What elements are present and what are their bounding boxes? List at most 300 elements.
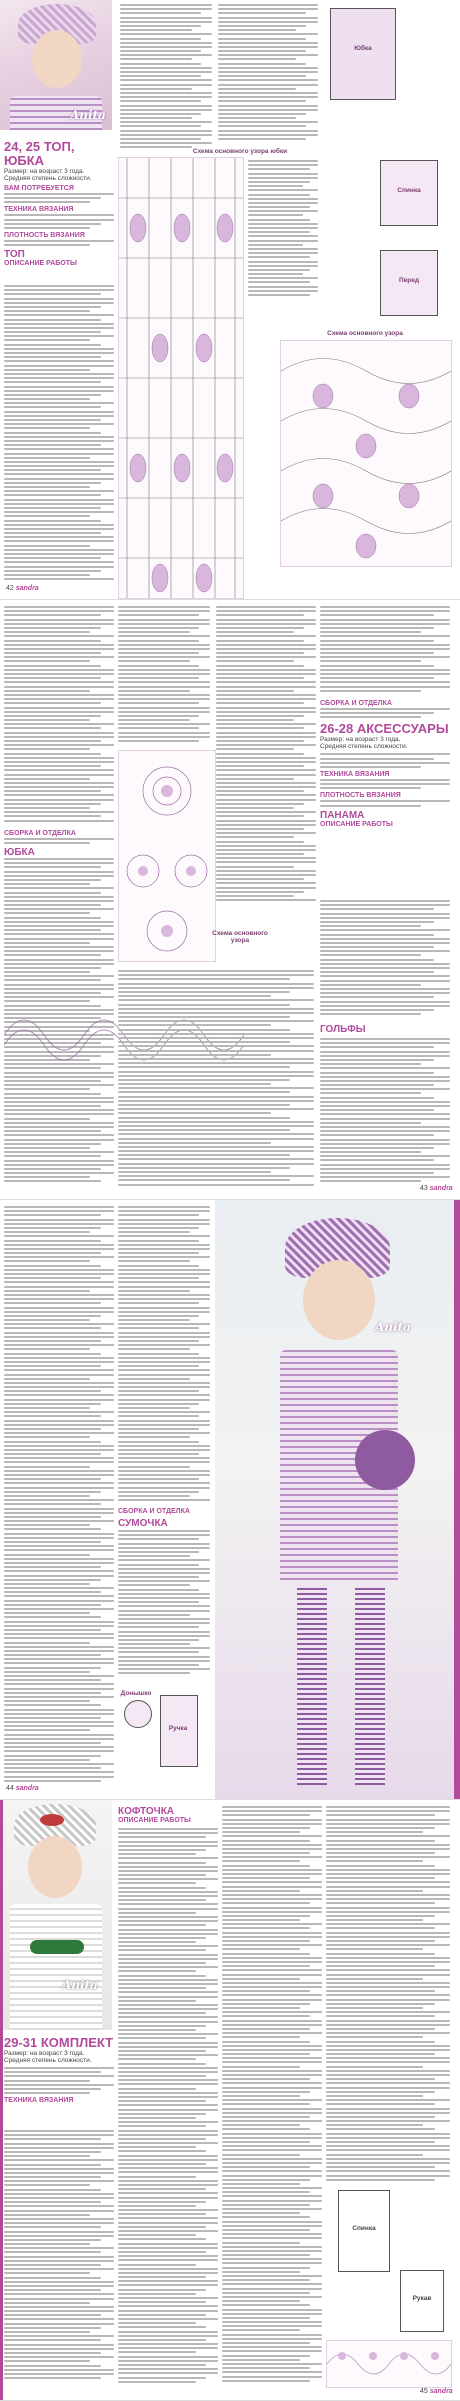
text-line	[216, 740, 304, 742]
text-line	[118, 2063, 206, 2065]
text-line	[4, 2201, 101, 2203]
text-line	[4, 711, 114, 713]
text-line	[118, 1244, 210, 1246]
text-line	[118, 719, 190, 721]
text-line	[4, 2189, 101, 2191]
text-line	[326, 2082, 450, 2084]
text-line	[320, 1155, 450, 1157]
text-line	[222, 2309, 322, 2311]
text-line	[4, 1122, 114, 1124]
text-line	[216, 627, 304, 629]
text-line	[118, 614, 199, 616]
text-line	[218, 58, 296, 60]
text-line	[326, 2066, 423, 2068]
text-line	[218, 54, 318, 56]
text-line	[218, 113, 306, 115]
text-line	[118, 727, 199, 729]
text-line	[120, 142, 212, 144]
text-line	[4, 1411, 114, 1413]
text-line	[216, 757, 316, 759]
text-line	[118, 1436, 190, 1438]
text-line	[222, 2179, 310, 2181]
text-line	[118, 1298, 210, 1300]
text-line	[326, 1819, 450, 1821]
text-line	[326, 1852, 435, 1854]
text-line	[216, 665, 304, 667]
text-line	[222, 1827, 310, 1829]
text-line	[4, 2260, 114, 2262]
text-line	[118, 1593, 210, 1595]
text-line	[118, 991, 290, 993]
text-line	[326, 2020, 450, 2022]
text-line	[4, 1562, 114, 1564]
text-line	[4, 1113, 114, 1115]
text-line	[4, 677, 101, 679]
text-line	[4, 553, 114, 555]
text-line	[248, 294, 310, 296]
text-line	[326, 1890, 423, 1892]
text-line	[222, 2003, 310, 2005]
text-line	[248, 223, 318, 225]
text-line	[4, 289, 114, 291]
text-line	[118, 1828, 218, 1830]
text-line	[4, 954, 101, 956]
text-line	[118, 1374, 210, 1376]
text-line	[222, 2112, 322, 2114]
text-line	[248, 210, 318, 212]
text-line	[4, 331, 101, 333]
text-line	[4, 293, 101, 295]
text-line	[118, 2343, 218, 2345]
text-line	[320, 1097, 434, 1099]
text-line	[118, 2180, 218, 2182]
text-line	[4, 1470, 114, 1472]
text-line	[118, 656, 210, 658]
text-line	[118, 627, 199, 629]
text-line	[118, 1420, 210, 1422]
text-line	[248, 181, 310, 183]
text-line	[216, 732, 316, 734]
text-line	[216, 707, 316, 709]
text-line	[4, 2197, 114, 2199]
sock-left-graphic	[297, 1585, 327, 1785]
p4-technique-heading: ТЕХНИКА ВЯЗАНИЯ	[4, 2097, 74, 2105]
text-line	[320, 1105, 450, 1107]
text-line	[118, 2192, 218, 2194]
text-line	[4, 933, 114, 935]
text-line	[118, 1286, 210, 1288]
text-line	[320, 975, 450, 977]
text-line	[4, 1579, 101, 1581]
text-line	[118, 1290, 190, 1292]
text-line	[118, 640, 199, 642]
text-line	[118, 1996, 218, 1998]
text-line	[248, 189, 318, 191]
text-line	[4, 858, 114, 860]
text-line	[118, 1163, 314, 1165]
text-line	[222, 2133, 322, 2135]
text-line	[4, 2210, 114, 2212]
text-line	[4, 1394, 114, 1396]
text-line	[118, 2058, 196, 2060]
text-line	[118, 1024, 271, 1026]
text-line	[118, 1979, 218, 1981]
text-line	[118, 1117, 290, 1119]
text-line	[118, 1672, 190, 1674]
text-line	[118, 2310, 218, 2312]
text-line	[320, 673, 450, 675]
text-line	[118, 1037, 314, 1039]
text-line	[218, 84, 318, 86]
text-line	[4, 2289, 101, 2291]
text-line	[326, 2116, 435, 2118]
text-line	[118, 983, 314, 985]
text-line	[4, 774, 114, 776]
text-line	[118, 1158, 314, 1160]
text-line	[118, 1614, 190, 1616]
text-line	[118, 2305, 218, 2307]
bag-bottom-schematic	[124, 1700, 152, 1728]
text-line	[4, 1541, 101, 1543]
text-line	[118, 2083, 218, 2085]
text-line	[320, 900, 450, 902]
text-line	[4, 1621, 114, 1623]
text-line	[222, 2329, 300, 2331]
text-line	[118, 1281, 210, 1283]
text-line	[4, 1407, 90, 1409]
text-line	[4, 971, 90, 973]
text-line	[4, 719, 90, 721]
text-line	[118, 1584, 190, 1586]
text-line	[4, 1549, 114, 1551]
text-line	[326, 1911, 450, 1913]
text-line	[4, 1084, 114, 1086]
text-line	[4, 1491, 101, 1493]
text-line	[4, 2218, 114, 2220]
text-line	[4, 996, 114, 998]
text-line	[4, 578, 114, 580]
text-line	[222, 2170, 322, 2172]
text-line	[320, 934, 434, 936]
text-line	[118, 2092, 218, 2094]
text-line	[326, 1831, 423, 1833]
text-line	[222, 2376, 322, 2378]
text-line	[222, 2313, 322, 2315]
text-line	[118, 1933, 218, 1935]
text-line	[118, 2138, 206, 2140]
text-line	[4, 979, 101, 981]
text-line	[326, 2149, 450, 2151]
text-line	[118, 1323, 210, 1325]
p2-text-column-5	[320, 900, 450, 1020]
text-line	[320, 1101, 450, 1103]
text-line	[4, 635, 114, 637]
text-line	[216, 644, 316, 646]
text-line	[320, 1164, 450, 1166]
text-line	[118, 1091, 290, 1093]
text-line	[118, 2381, 196, 2383]
text-line	[118, 2121, 218, 2123]
text-line	[4, 1415, 101, 1417]
text-line	[4, 799, 114, 801]
text-line	[4, 1616, 101, 1618]
text-line	[118, 1841, 218, 1843]
p4-text-column-4	[326, 1806, 450, 2186]
text-line	[118, 2335, 218, 2337]
text-line	[222, 2191, 310, 2193]
text-line	[118, 736, 210, 738]
text-line	[118, 1386, 210, 1388]
text-line	[222, 1911, 322, 1913]
text-line	[222, 1831, 300, 1833]
text-line	[118, 698, 210, 700]
text-line	[222, 1848, 322, 1850]
text-line	[218, 125, 306, 127]
text-line	[326, 1898, 450, 1900]
text-line	[4, 1604, 101, 1606]
text-line	[216, 648, 316, 650]
text-line	[222, 2103, 310, 2105]
text-line	[4, 1357, 114, 1359]
text-line	[118, 623, 210, 625]
text-line	[320, 606, 450, 608]
text-line	[118, 715, 199, 717]
text-line	[320, 631, 421, 633]
text-line	[222, 2116, 310, 2118]
text-line	[218, 92, 318, 94]
text-line	[118, 2117, 196, 2119]
text-line	[4, 473, 114, 475]
photo-girl-accessories	[215, 1200, 460, 1800]
text-line	[4, 419, 101, 421]
text-line	[222, 2066, 300, 2068]
text-line	[248, 177, 318, 179]
text-line	[4, 883, 90, 885]
text-line	[216, 794, 316, 796]
text-line	[222, 2380, 310, 2382]
text-line	[4, 871, 114, 873]
text-line	[4, 1273, 114, 1275]
text-line	[118, 1878, 218, 1880]
text-line	[4, 1487, 114, 1489]
text-line	[120, 8, 212, 10]
text-line	[4, 673, 114, 675]
text-line	[4, 694, 114, 696]
text-line	[216, 811, 316, 813]
text-line	[118, 673, 210, 675]
page-2-folio: 43 sandra	[420, 1185, 453, 1192]
text-line	[118, 2176, 196, 2178]
text-line	[216, 761, 316, 763]
text-line	[4, 2302, 90, 2304]
text-line	[118, 2096, 218, 2098]
text-line	[4, 365, 114, 367]
text-line	[222, 1881, 322, 1883]
text-line	[222, 2296, 322, 2298]
text-line	[118, 1214, 199, 1216]
text-line	[4, 660, 90, 662]
text-line	[118, 1394, 210, 1396]
text-line	[4, 1353, 101, 1355]
text-line	[4, 1709, 114, 1711]
text-line	[4, 1235, 114, 1237]
text-line	[222, 1915, 310, 1917]
text-line	[118, 2109, 218, 2111]
text-line	[118, 2079, 218, 2081]
text-line	[4, 1725, 114, 1727]
text-line	[320, 1067, 450, 1069]
text-line	[222, 1873, 322, 1875]
text-line	[4, 681, 114, 683]
text-line	[4, 740, 101, 742]
text-line	[222, 2371, 322, 2373]
text-line	[118, 2004, 218, 2006]
text-line	[4, 2193, 114, 2195]
p3-text-column-1	[4, 1206, 114, 1786]
p2-lace-chart	[118, 750, 216, 962]
text-line	[326, 2036, 423, 2038]
text-line	[4, 1662, 114, 1664]
text-line	[118, 1138, 314, 1140]
p4-difficulty-label: Средняя степень сложности.	[4, 2057, 92, 2064]
text-line	[326, 2091, 435, 2093]
text-line	[326, 2049, 450, 2051]
text-line	[118, 1087, 314, 1089]
text-line	[118, 2268, 218, 2270]
text-line	[118, 1302, 199, 1304]
text-line	[4, 1637, 114, 1639]
text-line	[4, 2369, 114, 2371]
text-line	[4, 339, 90, 341]
text-line	[326, 2124, 423, 2126]
text-line	[326, 2166, 435, 2168]
accessories-header	[320, 700, 450, 829]
text-line	[4, 1692, 101, 1694]
text-line	[320, 627, 434, 629]
accessories-title: 26-28 АКСЕССУАРЫ	[320, 721, 449, 737]
text-line	[4, 748, 90, 750]
text-line	[4, 1512, 114, 1514]
text-line	[222, 1974, 322, 1976]
text-line	[118, 1108, 314, 1110]
p4-description-heading: ОПИСАНИЕ РАБОТЫ	[118, 1817, 191, 1824]
page-4	[0, 1800, 460, 2401]
text-line	[326, 1932, 450, 1934]
text-line	[4, 1332, 114, 1334]
golf-section	[320, 1024, 450, 1035]
text-line	[4, 285, 114, 287]
text-line	[118, 665, 199, 667]
text-line	[4, 2231, 114, 2233]
text-line	[120, 138, 201, 140]
text-line	[320, 652, 434, 654]
text-line	[118, 2025, 206, 2027]
text-line	[222, 2020, 322, 2022]
text-line	[222, 1810, 322, 1812]
text-line	[248, 160, 318, 162]
text-line	[4, 545, 90, 547]
text-line	[4, 1537, 114, 1539]
text-line	[326, 2011, 450, 2013]
text-line	[320, 917, 450, 919]
text-line	[118, 1605, 210, 1607]
text-line	[320, 690, 421, 692]
text-line	[320, 623, 450, 625]
text-line	[326, 1986, 450, 1988]
text-line	[222, 2325, 322, 2327]
text-line	[222, 1978, 300, 1980]
text-line	[118, 2155, 218, 2157]
text-line	[4, 2348, 114, 2350]
text-line	[4, 1713, 114, 1715]
text-line	[4, 2314, 101, 2316]
text-line	[320, 946, 434, 948]
text-line	[118, 1277, 199, 1279]
text-line	[222, 2200, 322, 2202]
text-line	[222, 1890, 300, 1892]
text-line	[222, 2254, 310, 2256]
text-line	[320, 1088, 450, 1090]
text-line	[118, 1572, 210, 1574]
text-line	[248, 290, 318, 292]
text-line	[248, 219, 310, 221]
text-line	[4, 1374, 114, 1376]
text-line	[4, 1688, 114, 1690]
text-line	[4, 1265, 101, 1267]
text-line	[320, 669, 450, 671]
text-line	[326, 2015, 435, 2017]
text-line	[222, 2363, 322, 2365]
text-line	[118, 1895, 218, 1897]
text-line	[4, 520, 101, 522]
text-line	[118, 2113, 206, 2115]
text-line	[118, 1903, 218, 1905]
text-line	[4, 1134, 114, 1136]
text-line	[4, 1771, 114, 1773]
text-column-2	[120, 4, 212, 154]
p2-text-column-2	[118, 606, 210, 746]
description-heading: ОПИСАНИЕ РАБОТЫ	[4, 260, 77, 268]
text-line	[118, 1962, 206, 1964]
text-line	[222, 2183, 300, 2185]
text-line	[326, 1999, 450, 2001]
text-line	[222, 1856, 322, 1858]
text-line	[222, 1919, 300, 1921]
text-line	[4, 1482, 114, 1484]
text-line	[4, 1566, 101, 1568]
text-line	[4, 561, 114, 563]
text-line	[222, 1986, 322, 1988]
text-line	[120, 50, 201, 52]
text-line	[118, 1555, 190, 1557]
text-line	[216, 866, 294, 868]
text-line	[118, 1382, 210, 1384]
text-line	[216, 619, 316, 621]
text-line	[118, 1445, 210, 1447]
text-line	[320, 660, 421, 662]
text-line	[222, 2070, 322, 2072]
text-line	[118, 2146, 196, 2148]
text-line	[4, 988, 114, 990]
text-line	[118, 1610, 210, 1612]
text-line	[4, 925, 114, 927]
text-line	[4, 2268, 114, 2270]
text-line	[4, 1269, 114, 1271]
text-line	[320, 925, 421, 927]
text-line	[4, 1219, 114, 1221]
text-line	[4, 461, 114, 463]
text-line	[4, 2184, 90, 2186]
